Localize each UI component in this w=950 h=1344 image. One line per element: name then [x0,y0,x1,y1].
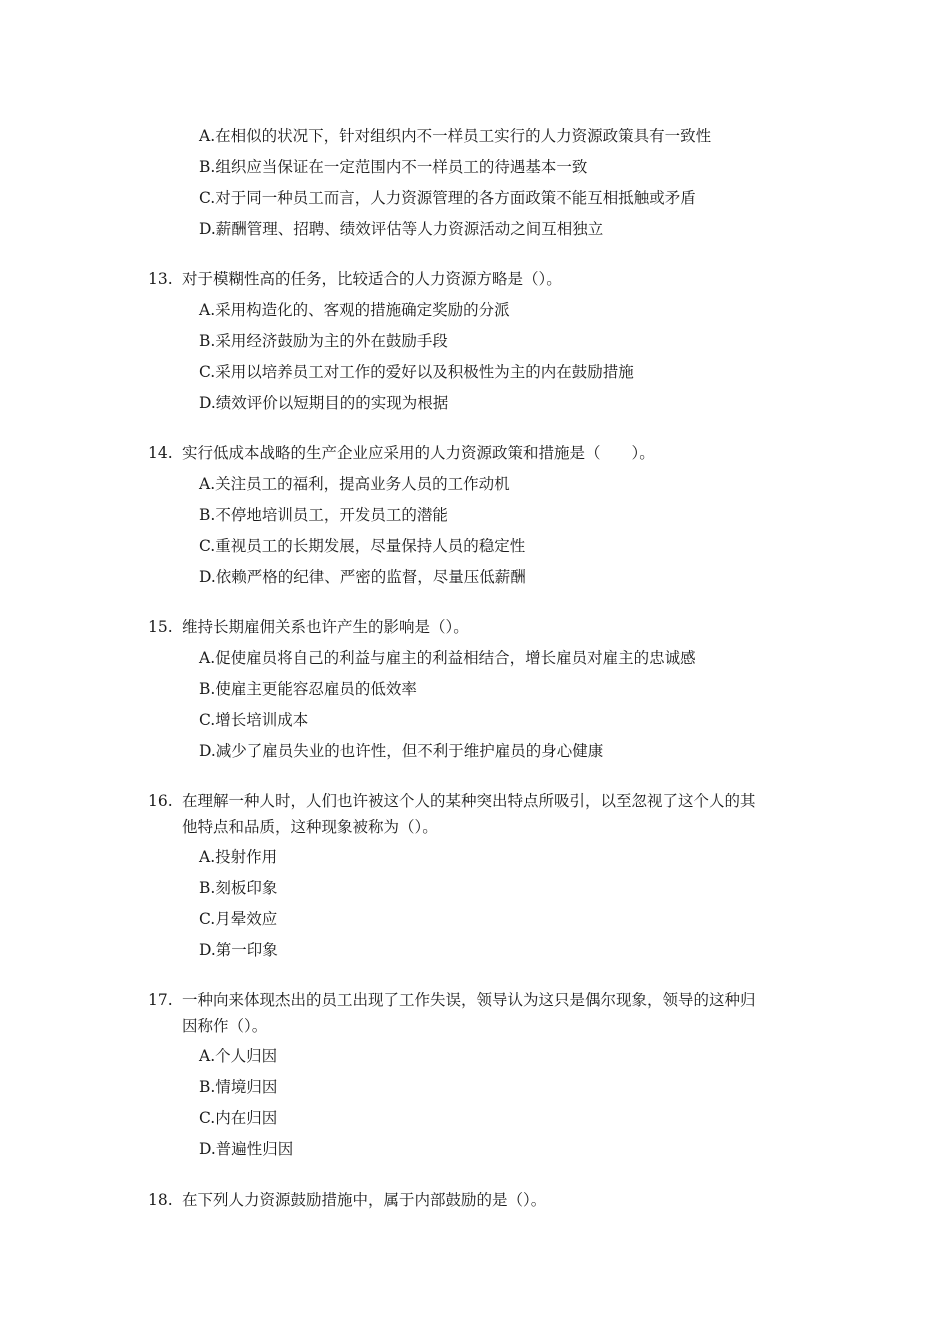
q16-option-b: B.刻板印象 [199,879,278,897]
q14-option-c: C.重视员工的长期发展，尽量保持人员的稳定性 [199,537,526,555]
q16-option-d: D.第一印象 [199,941,278,959]
q18-number: 18. [148,1191,173,1209]
q16-option-a: A.投射作用 [199,848,278,866]
q15-option-b: B.使雇主更能容忍雇员的低效率 [199,680,417,698]
q14-number: 14. [148,444,173,462]
q18-stem: 在下列人力资源鼓励措施中，属于内部鼓励的是（）。 [182,1191,547,1209]
q15-stem: 维持长期雇佣关系也许产生的影响是（）。 [182,618,469,636]
q16-option-c: C.月晕效应 [199,910,278,928]
q13-stem: 对于模糊性高的任务，比较适合的人力资源方略是（）。 [182,270,562,288]
q17-stem-line-1: 一种向来体现杰出的员工出现了工作失误，领导认为这只是偶尔现象，领导的这种归 [182,991,756,1009]
q16-stem-line-2: 他特点和品质，这种现象被称为（）。 [182,818,438,836]
q13-number: 13. [148,270,173,288]
q15-option-a: A.促使雇员将自己的利益与雇主的利益相结合，增长雇员对雇主的忠诚感 [199,649,696,667]
q14-stem: 实行低成本战略的生产企业应采用的人力资源政策和措施是（ ）。 [182,444,655,462]
q17-option-b: B.情境归因 [199,1078,278,1096]
q12-option-c: C.对于同一种员工而言，人力资源管理的各方面政策不能互相抵触或矛盾 [199,189,696,207]
q17-option-d: D.普遍性归因 [199,1140,294,1158]
q17-option-c: C.内在归因 [199,1109,278,1127]
q15-number: 15. [148,618,173,636]
q15-option-c: C.增长培训成本 [199,711,309,729]
q16-stem-line-1: 在理解一种人时，人们也许被这个人的某种突出特点所吸引，以至忽视了这个人的其 [182,792,756,810]
q15-option-d: D.减少了雇员失业的也许性，但不利于维护雇员的身心健康 [199,742,604,760]
q14-option-a: A.关注员工的福利，提高业务人员的工作动机 [199,475,510,493]
q17-number: 17. [148,991,173,1009]
q13-option-a: A.采用构造化的、客观的措施确定奖励的分派 [199,301,510,319]
q12-option-b: B.组织应当保证在一定范围内不一样员工的待遇基本一致 [199,158,588,176]
q17-stem-line-2: 因称作（）。 [182,1017,268,1035]
q12-option-d: D.薪酬管理、招聘、绩效评估等人力资源活动之间互相独立 [199,220,604,238]
q13-option-d: D.绩效评价以短期目的的实现为根据 [199,394,449,412]
q14-option-b: B.不停地培训员工，开发员工的潜能 [199,506,448,524]
q13-option-b: B.采用经济鼓励为主的外在鼓励手段 [199,332,448,350]
q14-option-d: D.依赖严格的纪律、严密的监督，尽量压低薪酬 [199,568,526,586]
q12-option-a: A.在相似的状况下，针对组织内不一样员工实行的人力资源政策具有一致性 [199,127,712,145]
q17-option-a: A.个人归因 [199,1047,278,1065]
q16-number: 16. [148,792,173,810]
q13-option-c: C.采用以培养员工对工作的爱好以及积极性为主的内在鼓励措施 [199,363,634,381]
